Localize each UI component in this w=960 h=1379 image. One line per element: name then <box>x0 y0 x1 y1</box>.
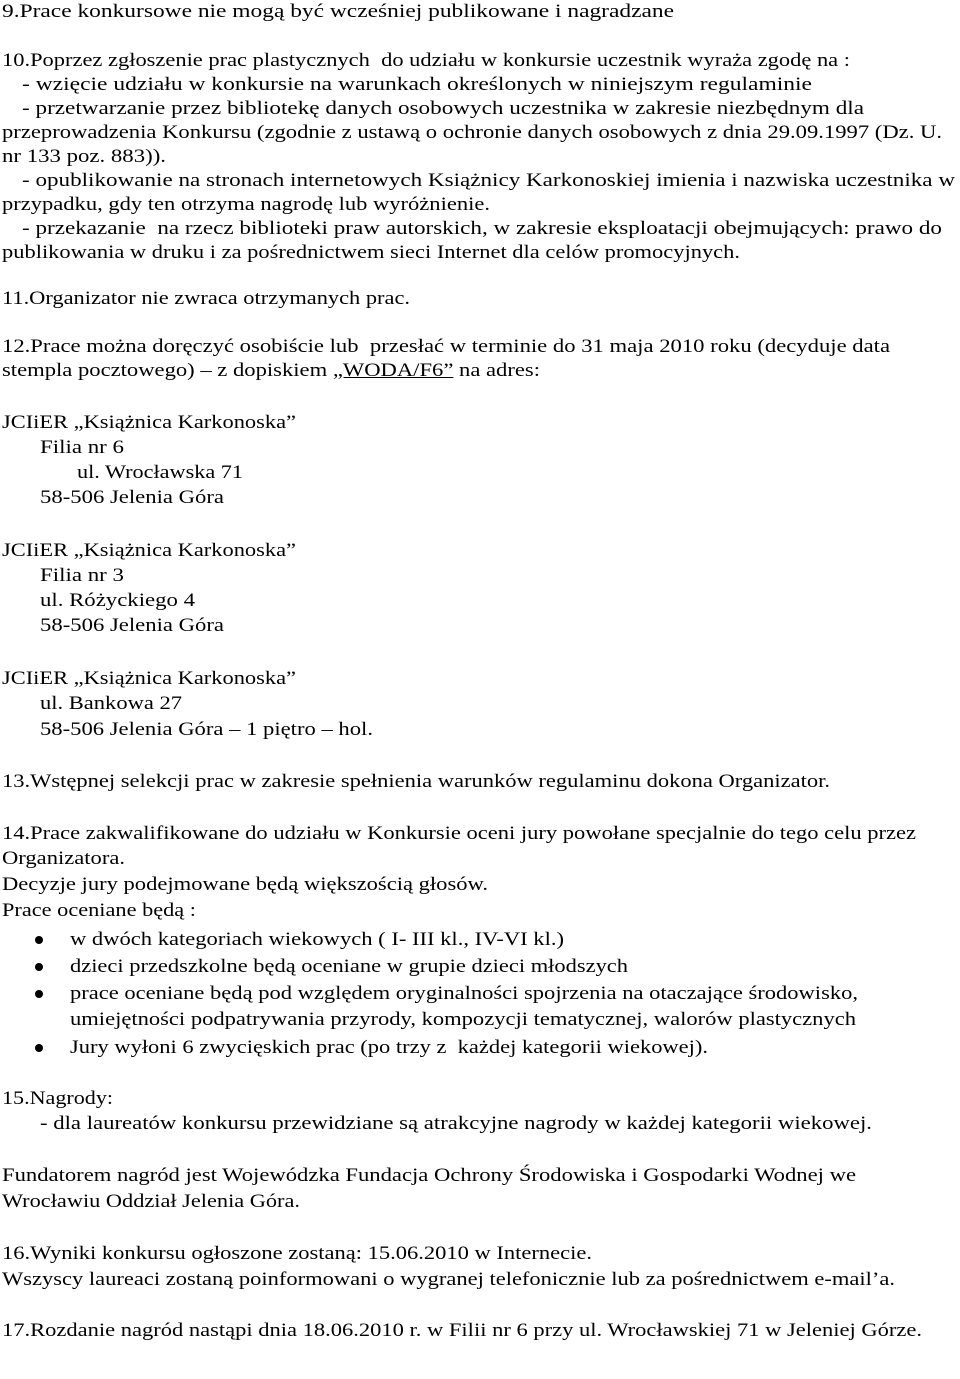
section-15 <box>2 1191 957 1213</box>
section-16 <box>2 1243 957 1265</box>
section-10-item <box>22 218 957 240</box>
address-1-street: ul. Wrocławska 71 <box>77 462 243 483</box>
section-13-line-1: 13.Wstępnej selekcji prac w zakresie spełnienia warunków regulaminu dokona Organizator. <box>2 771 830 792</box>
section-12-line-1: 12.Prace można doręczyć osobiście lub przesłać w terminie do 31 maja 2010 roku (decyduje data <box>2 336 890 357</box>
section-15-line-4: Wrocławiu Oddział Jelenia Góra. <box>2 1191 300 1212</box>
section-16 <box>2 1269 957 1291</box>
section-15-line-2: - dla laureatów konkursu przewidziane są atrakcyjne nagrody w każdej kategorii wiekowej. <box>40 1113 872 1134</box>
address-2-street: ul. Różyckiego 4 <box>40 590 195 611</box>
section-10-line-4: przeprowadzenia Konkursu (zgodnie z ustawą o ochronie danych osobowych z dnia 29.09.1997 (Dz. U. <box>2 122 942 143</box>
section-10-line-8: - przekazanie na rzecz biblioteki praw autorskich, w zakresie eksploatacji obejmujących: prawo do <box>22 218 942 239</box>
section-12-line-2-pre: stempla pocztowego) – z dopiskiem <box>2 360 333 381</box>
address-line <box>2 668 957 690</box>
section-12 <box>2 360 957 382</box>
section-10-heading <box>2 50 957 72</box>
section-14 <box>2 823 957 845</box>
list-item <box>70 956 957 978</box>
section-14 <box>2 900 957 922</box>
section-10-item <box>22 170 957 192</box>
section-9-line-1: 9.Prace konkursowe nie mogą być wcześniej publikowane i nagradzane <box>2 1 674 22</box>
section-10-item <box>22 98 957 120</box>
section-11 <box>2 288 957 310</box>
section-10-item <box>2 194 957 216</box>
section-10-line-5: nr 133 poz. 883)). <box>2 146 166 167</box>
list-item-text: w dwóch kategoriach wiekowych ( I- III kl., IV-VI kl.) <box>70 929 564 950</box>
section-15-line-1: 15.Nagrody: <box>2 1088 113 1109</box>
section-17-line-1: 17.Rozdanie nagród nastąpi dnia 18.06.2010 r. w Filii nr 6 przy ul. Wrocławskiej 71 w Jeleniej Górze. <box>2 1320 923 1341</box>
section-14-line-2: Organizatora. <box>2 848 125 869</box>
bullet-icon <box>35 1044 43 1052</box>
section-10-line-7: przypadku, gdy ten otrzyma nagrodę lub wyróżnienie. <box>2 194 490 215</box>
section-14 <box>2 848 957 870</box>
section-14-line-1: 14.Prace zakwalifikowane do udziału w Konkursie oceni jury powołane specjalnie do tego celu przez <box>2 823 916 844</box>
list-item-text: prace oceniane będą pod względem oryginalności spojrzenia na otaczające środowisko, <box>70 983 858 1004</box>
list-item <box>70 1037 957 1059</box>
section-10-line-2: - wzięcie udziału w konkursie na warunkach określonych w niniejszym regulaminie <box>22 74 812 95</box>
address-line <box>40 615 957 637</box>
address-line <box>2 540 957 562</box>
address-3-city: 58-506 Jelenia Góra – 1 piętro – hol. <box>40 719 373 740</box>
section-10-item <box>2 122 957 144</box>
address-1-branch: Filia nr 6 <box>40 437 124 458</box>
section-10-line-1: 10.Poprzez zgłoszenie prac plastycznych do udziału w konkursie uczestnik wyraża zgodę na : <box>2 50 850 71</box>
bullet-icon <box>35 990 43 998</box>
address-line <box>40 437 957 459</box>
section-15 <box>40 1113 957 1135</box>
section-10-line-9: publikowania w druku i za pośrednictwem sieci Internet dla celów promocyjnych. <box>2 242 740 263</box>
section-15-line-3: Fundatorem nagród jest Wojewódzka Fundacja Ochrony Środowiska i Gospodarki Wodnej we <box>2 1165 856 1186</box>
section-14-line-3: Decyzje jury podejmowane będą większością głosów. <box>2 874 488 895</box>
address-3-street: ul. Bankowa 27 <box>40 693 182 714</box>
section-12-marking-underlined: „WODA/F6” <box>332 360 454 381</box>
list-item <box>70 929 957 951</box>
address-line <box>2 412 957 434</box>
section-10-item <box>22 74 957 96</box>
list-item <box>70 983 957 1005</box>
address-1-name: JCIiER „Książnica Karkonoska” <box>2 412 296 433</box>
section-14-line-4: Prace oceniane będą : <box>2 900 196 921</box>
address-line <box>40 565 957 587</box>
address-line <box>40 487 957 509</box>
section-9 <box>2 1 957 23</box>
section-16-line-1: 16.Wyniki konkursu ogłoszone zostaną: 15.06.2010 w Internecie. <box>2 1243 592 1264</box>
list-item-continuation <box>70 1009 957 1031</box>
section-15 <box>2 1088 957 1110</box>
address-line <box>40 590 957 612</box>
section-11-line-1: 11.Organizator nie zwraca otrzymanych prac. <box>2 288 410 309</box>
address-line <box>40 719 957 741</box>
list-item-text: umiejętności podpatrywania przyrody, kompozycji tematycznej, walorów plastycznych <box>70 1009 856 1030</box>
section-10-item <box>2 146 957 168</box>
address-line <box>40 693 957 715</box>
section-17 <box>2 1320 957 1342</box>
address-line <box>77 462 957 484</box>
address-1-city: 58-506 Jelenia Góra <box>40 487 224 508</box>
bullet-icon <box>35 963 43 971</box>
section-12 <box>2 336 957 358</box>
address-2-city: 58-506 Jelenia Góra <box>40 615 224 636</box>
section-15 <box>2 1165 957 1187</box>
list-item-text: Jury wyłoni 6 zwycięskich prac (po trzy z każdej kategorii wiekowej). <box>70 1037 708 1058</box>
bullet-icon <box>35 936 43 944</box>
section-13 <box>2 771 957 793</box>
section-14 <box>2 874 957 896</box>
section-16-line-2: Wszyscy laureaci zostaną poinformowani o wygranej telefonicznie lub za pośrednictwem e-mail’a. <box>2 1269 895 1290</box>
list-item-text: dzieci przedszkolne będą oceniane w grupie dzieci młodszych <box>70 956 628 977</box>
address-2-branch: Filia nr 3 <box>40 565 124 586</box>
section-10-line-6: - opublikowanie na stronach internetowych Książnicy Karkonoskiej imienia i nazwiska uczestnika w <box>22 170 955 191</box>
section-12-line-2-post: na adres: <box>453 360 540 381</box>
address-3-name: JCIiER „Książnica Karkonoska” <box>2 668 296 689</box>
section-10-item <box>2 242 957 264</box>
address-2-name: JCIiER „Książnica Karkonoska” <box>2 540 296 561</box>
section-12-line-2 <box>2 360 540 382</box>
section-10-line-3: - przetwarzanie przez bibliotekę danych osobowych uczestnika w zakresie niezbędnym dla <box>22 98 865 119</box>
